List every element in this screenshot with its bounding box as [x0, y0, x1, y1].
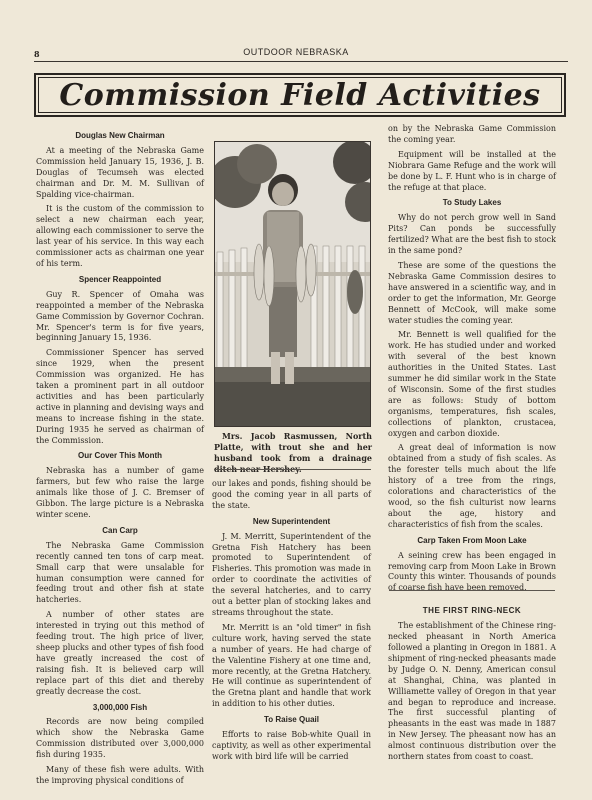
- paragraph: J. M. Merritt, Superintendent of the Gretna Fish Hatchery has been promoted to Superintendent of Fisheries. This promotion was made in order to coordinate the activities of the several hatcheries, and to carry out a better plan of stocking lakes and streams throughout the state.: [212, 531, 371, 617]
- caption-divider: [214, 469, 371, 470]
- paragraph: Records are now being compiled which show the Nebraska Game Commission distributed over 3,000,000 fish during 1935.: [36, 717, 204, 760]
- heading-new-superintendent: New Superintendent: [252, 516, 331, 526]
- paragraph: A number of other states are interested in trying out this method of feeding trout. The high price of liver, sheep plucks and other types of fish food have greatly increased the cost of raising fish. It is believed carp will replace part of this diet and thereby greatly decrease the cost.: [36, 610, 204, 696]
- heading-spencer-reappointed: Spencer Reappointed: [78, 274, 162, 284]
- photo-illustration: [215, 142, 371, 427]
- heading-first-ring-neck: THE FIRST RING-NECK: [422, 606, 522, 616]
- section-banner: [34, 73, 566, 117]
- paragraph: A seining crew has been engaged in removing carp from Moon Lake in Brown County this winter. Thousands of pounds of coarse fish have been removed.: [388, 550, 556, 593]
- paragraph: At a meeting of the Nebraska Game Commission held January 15, 1936, J. B. Douglas of Tecumseh was elected chairman and Dr. M. M. Sullivan of Spalding vice-chairman.: [36, 145, 204, 199]
- heading-can-carp: Can Carp: [102, 525, 138, 535]
- paragraph: Many of these fish were adults. With the improving physical conditions of: [36, 765, 204, 785]
- paragraph: Why do not perch grow well in Sand Pits? Can ponds be successfully fertilized? What are the best fish to stock in the same pond?: [388, 213, 556, 256]
- heading-douglas-new-chairman: Douglas New Chairman: [75, 131, 165, 140]
- ring-neck-divider: [389, 590, 555, 591]
- paragraph: A great deal of information is now obtained from a study of fish scales. As the forester tells much about the life history of a tree from the rings, colorations and characteristics of the wood, so the fish culturist now learns about the age, history and characteristics of fish from the scales.: [388, 443, 556, 529]
- heading-to-study-lakes: To Study Lakes: [442, 198, 502, 208]
- paragraph: on by the Nebraska Game Commission the coming year.: [388, 124, 556, 144]
- paragraph: Guy R. Spencer of Omaha was reappointed a member of the Nebraska Game Commission by Governor Cochran. Mr. Spencer's term is for five years, beginning January 15, 1936.: [36, 289, 204, 343]
- paragraph: Commissioner Spencer has served since 1929, when the present Commission was organized. He has taken a prominent part in all outdoor activities and has been particularly active in planning and devising ways and means to increase fishing in the state. During 1935 he served as chairman of the Commission.: [36, 348, 204, 445]
- paragraph: Efforts to raise Bob-white Quail in captivity, as well as other experimental work with bird life will be carried: [212, 730, 371, 761]
- heading-carp-moon-lake: Carp Taken From Moon Lake: [417, 535, 527, 545]
- page-number: 8: [34, 49, 40, 59]
- paragraph: Mr. Bennett is well qualified for the work. He has studied under and worked with several of the best known authorities in the United States. Last summer he did similar work in the State of Wisconsin. Some of the first studies are as follows: Study of bottom organisms, temperatures, fish scales, collections of plankton, crustacea, oxygen and carbon dioxide.: [388, 330, 556, 438]
- paragraph: our lakes and ponds, fishing should be good the coming year in all parts of the state.: [212, 479, 371, 510]
- banner-title: Commission Field Activities: [59, 78, 541, 113]
- paragraph: The establishment of the Chinese ring-necked pheasant in North America followed a planting in Oregon in 1881. A shipment of ring-necked pheasants made by Judge O. N. Denny, American consul at Shanghai, China, was planted in Williamette valley of Oregon in that year and began to reproduce and increase. The first successful planting of pheasants in the east was made in 1887 in New Jersey. The pheasant now has an almost continuous distribution over the northern states from coast to coast.: [388, 621, 556, 762]
- heading-to-raise-quail: To Raise Quail: [264, 715, 319, 725]
- running-header: OUTDOOR NEBRASKA: [243, 47, 349, 57]
- column-middle: [212, 479, 371, 767]
- photo-woman-with-trout: [214, 141, 371, 427]
- paragraph: These are some of the questions the Nebraska Game Commission desires to have answered in a scientific way, and in order to get the information, Mr. George Bennett of McCook, will make some water studies the coming year.: [388, 260, 556, 325]
- paragraph: The Nebraska Game Commission recently canned ten tons of carp meat. Small carp that were unsalable for human consumption were canned for feeding trout and other fish at state hatcheries.: [36, 540, 204, 605]
- header-rule: [34, 61, 568, 62]
- heading-our-cover: Our Cover This Month: [78, 451, 162, 461]
- paragraph: It is the custom of the commission to select a new chairman each year, allowing each commissioner to serve the last year of his service. In this way each commissioner acts as chairman one year of his term.: [36, 204, 204, 268]
- paragraph: Nebraska has a number of game farmers, but few who raise the large animals like those of J. C. Bremser of Gibbon. The large picture is a Nebraska winter scene.: [36, 466, 204, 519]
- heading-3000000-fish: 3,000,000 Fish: [92, 702, 148, 712]
- column-left: [36, 126, 204, 791]
- paragraph: Mr. Merritt is an "old timer" in fish culture work, having served the state a number of years. He had charge of the Valentine Fishery at one time and, more recently, at the Gretna Hatchery. He will continue as superintendent of the Gretna plant and handle that work in addition to his other duties.: [212, 622, 371, 709]
- paragraph: Equipment will be installed at the Niobrara Game Refuge and the work will be done by L. F. Hunt who is in charge of the refuge at that place.: [388, 149, 556, 192]
- column-right: [388, 124, 556, 767]
- photo-caption: Mrs. Jacob Rasmussen, North Platte, with trout she and her husband took from a drainage ditch near Hershey.: [214, 431, 372, 474]
